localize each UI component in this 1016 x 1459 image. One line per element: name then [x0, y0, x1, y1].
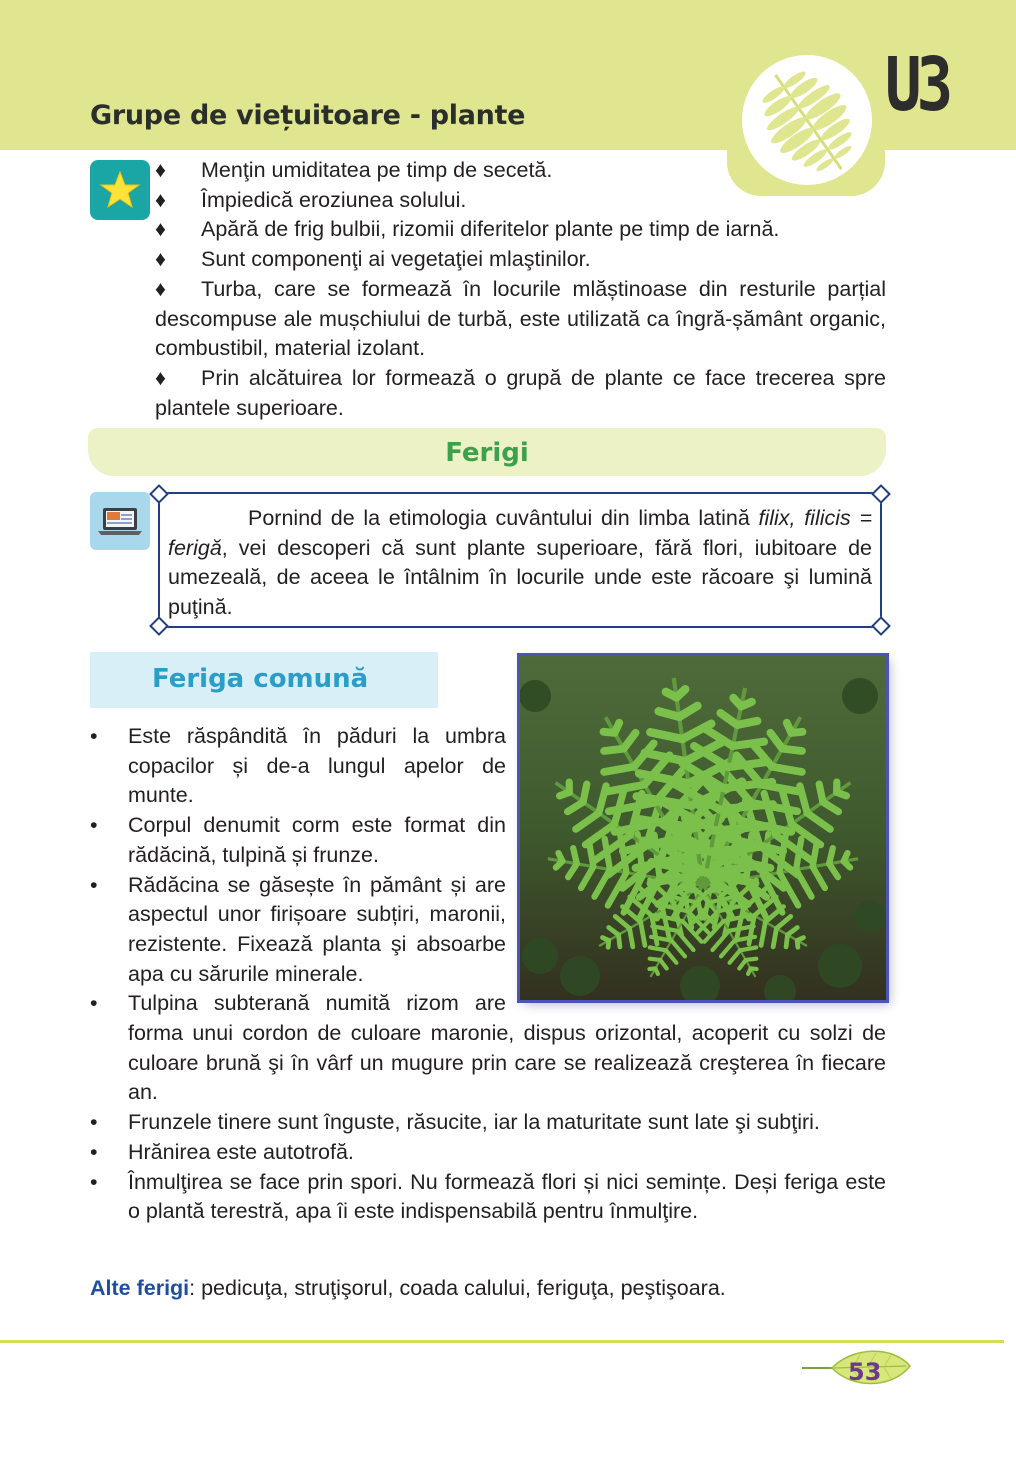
diamond-marker: ♦	[155, 365, 166, 390]
section-header	[88, 428, 886, 476]
bullet-marker: •	[90, 1169, 98, 1194]
list-item-text: Corpul denumit corm este format din rădăcină, tulpină și frunze.	[128, 813, 506, 867]
bullet-marker: •	[90, 991, 98, 1016]
list-item	[90, 1168, 886, 1227]
diamond-marker: ♦	[155, 217, 166, 242]
other-ferns-text: : pedicuţa, struţişorul, coada calului, feriguţa, peştişoara.	[189, 1276, 726, 1300]
diamond-marker: ♦	[155, 187, 166, 212]
star-icon	[90, 160, 150, 220]
unit-label: U3	[885, 42, 949, 128]
list-item	[90, 989, 886, 1108]
page-number: 53	[848, 1358, 882, 1386]
info-text-italic: filix, filicis = ferigă	[168, 506, 873, 560]
list-item-text: Rădăcina se găsește în pământ și are aspectul unor firișoare subțiri, maronii, rezistente. Fixează planta şi absoarbe apa cu sărurile minerale.	[128, 872, 506, 986]
info-text-part: , vei descoperi că sunt plante superioare, fără flori, iubitoare de umezeală, de aceea le întâlnim în locurile unde este răcoare şi lumină puţină.	[168, 535, 872, 620]
diamond-marker: ♦	[155, 247, 166, 272]
list-item-text: Frunzele tinere sunt înguste, răsucite, iar la maturitate sunt late şi subţiri.	[128, 1110, 820, 1135]
list-item-text: Menţin umiditatea pe timp de secetă.	[201, 158, 553, 182]
list-item	[90, 1108, 886, 1138]
list-item-text: Prin alcătuirea lor formează o grupă de plante ce face trecerea spre plantele superioare.	[155, 365, 886, 420]
list-item	[155, 245, 886, 275]
bullet-marker: •	[90, 1139, 98, 1164]
photo-wrap-spacer	[506, 989, 886, 1011]
subsection-header	[90, 652, 438, 708]
list-item	[90, 871, 506, 990]
list-item-text: Apără de frig bulbii, rizomii diferitelor plante pe timp de iarnă.	[201, 217, 780, 242]
laptop-icon	[90, 492, 150, 550]
list-item-text: Este răspândită în păduri la umbra copacilor și de-a lungul apelor de munte.	[128, 724, 506, 808]
list-item-text: Împiedică eroziunea solului.	[201, 187, 467, 212]
list-item-text: Hrănirea este autotrofă.	[128, 1139, 354, 1164]
diamond-marker: ♦	[155, 158, 166, 182]
footer-divider	[0, 1340, 1004, 1343]
bullet-marker: •	[90, 813, 98, 838]
list-item-text: Tulpina subterană numită rizom are forma unui cordon de culoare maronie, dispus orizontal, acoperit cu solzi de culoare brună şi în vârf un mugure prin care se realizează creşterea în fiecare an.	[128, 991, 886, 1105]
fern-facts-list	[90, 722, 886, 1227]
list-item	[90, 722, 506, 811]
list-item	[90, 1138, 886, 1168]
list-item	[155, 156, 886, 186]
subsection-title: Feriga comună	[152, 664, 369, 694]
list-item-text: Sunt componenţi ai vegetaţiei mlaştinilor.	[201, 247, 591, 272]
list-item-text: Înmulţirea se face prin spori. Nu formează flori și nici semințe. Deși feriga este o plantă terestră, apa îi este indispensabilă pentru înmulţire.	[128, 1169, 886, 1224]
list-item	[155, 186, 886, 216]
section-title: Ferigi	[445, 438, 529, 468]
list-item	[90, 811, 506, 870]
bullet-marker: •	[90, 1110, 98, 1135]
info-text	[168, 504, 872, 623]
other-ferns	[90, 1276, 886, 1301]
list-item	[155, 364, 886, 423]
list-item	[155, 215, 886, 245]
list-item	[155, 275, 886, 364]
info-text-part: Pornind de la etimologia cuvântului din limba latină	[248, 506, 759, 530]
list-item-text: Turba, care se formează în locurile mlăștinoase din resturile parțial descompuse ale mușchiului de turbă, este utilizată ca îngră-șământ organic, combustibil, material izolant.	[155, 276, 886, 361]
bullet-marker: •	[90, 724, 98, 748]
info-box	[158, 492, 882, 628]
bullet-marker: •	[90, 872, 98, 897]
diamond-marker: ♦	[155, 276, 166, 301]
other-ferns-label: Alte ferigi	[90, 1276, 190, 1300]
page-title: Grupe de viețuitoare - plante	[90, 100, 526, 131]
intro-list	[155, 156, 886, 423]
